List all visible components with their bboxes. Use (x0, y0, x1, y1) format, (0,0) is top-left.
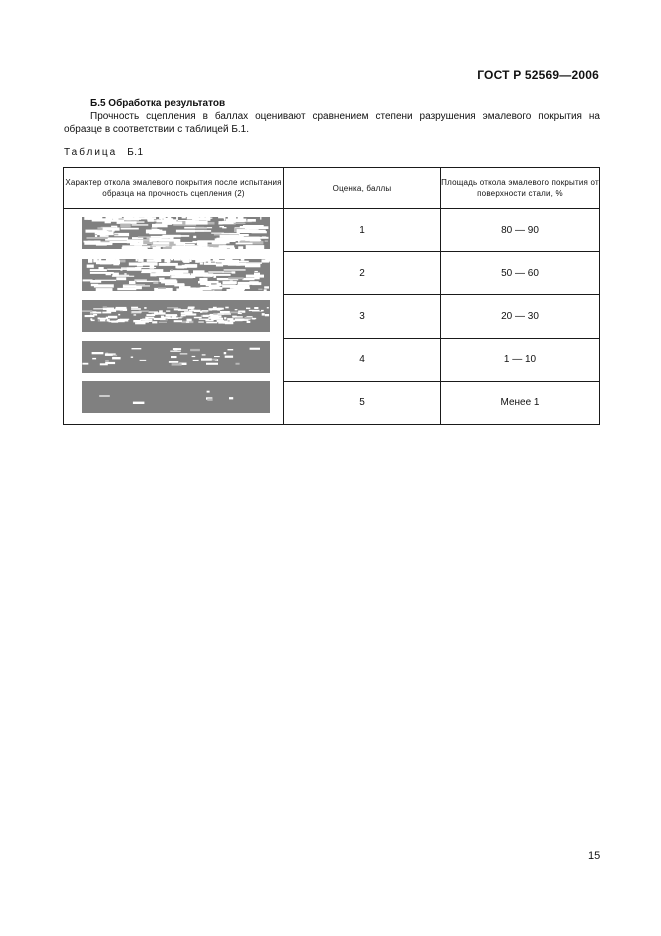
area-cell: Менее 1 (441, 381, 600, 424)
paragraph-line-2: образце в соответствии с таблицей Б.1. (64, 124, 249, 135)
paragraph-line-1: Прочность сцепления в баллах оценивают сравнением степени разрушения эмалевого покрытия на (90, 111, 600, 122)
area-cell: 20 — 30 (441, 295, 600, 338)
spall-sample-image-5 (82, 381, 270, 413)
score-cell: 3 (284, 295, 441, 338)
standard-code: ГОСТ Р 52569—2006 (477, 68, 599, 82)
spall-sample-image-3 (82, 300, 270, 332)
score-cell: 5 (284, 381, 441, 424)
spall-sample-image-1 (82, 217, 270, 249)
table-row (64, 209, 600, 252)
score-cell: 2 (284, 252, 441, 295)
area-cell: 50 — 60 (441, 252, 600, 295)
area-cell: 80 — 90 (441, 209, 600, 252)
spall-sample-image-2 (82, 259, 270, 291)
table-caption-number: Б.1 (127, 147, 144, 158)
score-cell: 4 (284, 338, 441, 381)
header-score: Оценка, баллы (284, 168, 441, 209)
section-title: Б.5 Обработка результатов (90, 98, 226, 109)
area-cell: 1 — 10 (441, 338, 600, 381)
header-spall-character: Характер откола эмалевого покрытия после испытания образца на прочность сцепления (2) (64, 168, 284, 209)
score-cell: 1 (284, 209, 441, 252)
table-caption (64, 147, 144, 158)
spall-sample-image-4 (82, 341, 270, 373)
page-number: 15 (588, 850, 601, 862)
section-paragraph (64, 110, 600, 136)
header-spall-area: Площадь откола эмалевого покрытия от поверхности стали, % (441, 168, 600, 209)
sample-images-cell (64, 209, 284, 425)
table-header-row (64, 168, 600, 209)
table-caption-word: Таблица (64, 147, 118, 158)
results-table (63, 167, 600, 425)
